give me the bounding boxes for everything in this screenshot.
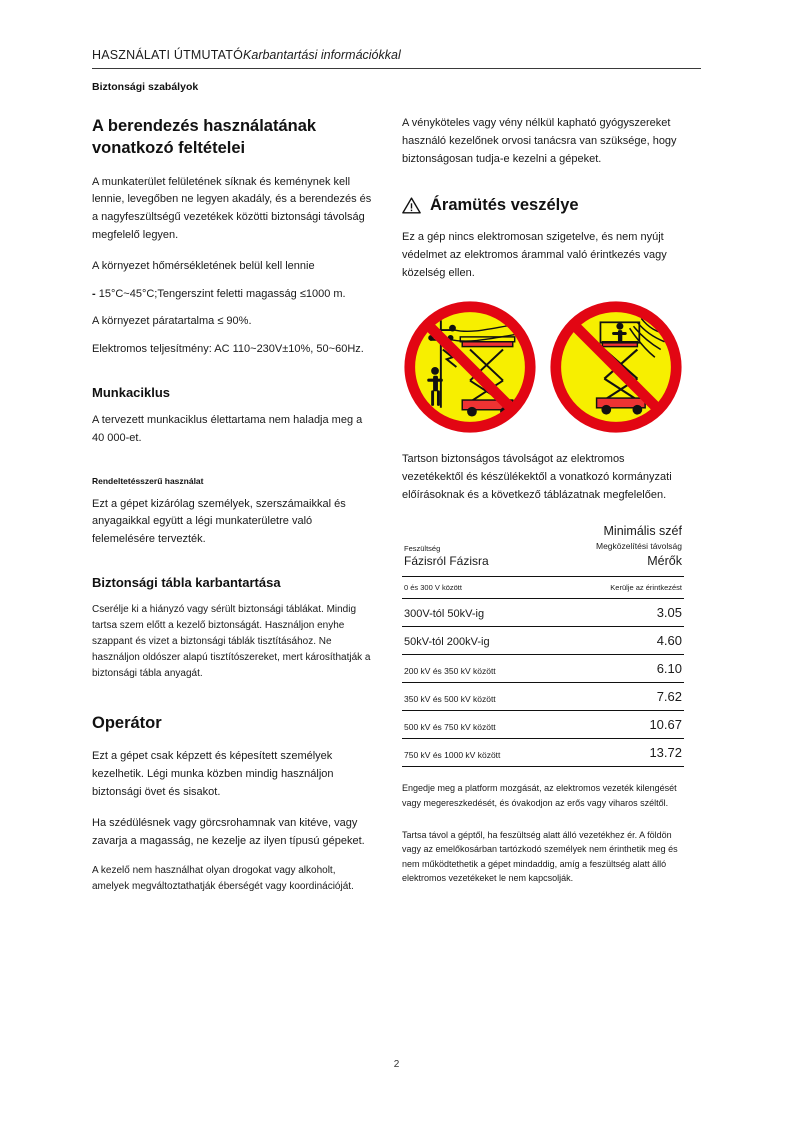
paragraph-operator-qualified: Ezt a gépet csak képzett és képesített személyek kezelhetik. Légi munka közben mindig használjon biztonsági övet és sisakot. bbox=[92, 750, 334, 798]
table-cell-distance: 3.05 bbox=[551, 599, 684, 627]
warning-triangle-icon bbox=[402, 197, 421, 214]
table-header-distance-small: Megközelítési távolság bbox=[596, 540, 682, 551]
table-row bbox=[402, 627, 684, 655]
table-cell-distance: 7.62 bbox=[551, 683, 684, 711]
paragraph-safe-distance: Tartson biztonságos távolságot az elektromos vezetékektől és készülékektől a vonatkozó kormányzati előírásoknak és a következő táblázatnak megfelelően. bbox=[402, 452, 672, 501]
paragraph-energized-line-contact: Tartsa távol a géptől, ha feszültség alatt álló vezetékhez ér. A földön vagy az emelőkosárban tartózkodó személyek nem érinthetik meg és nem működtethetik a gépet mindaddig, amíg a feszültség alatt álló elektromos vezetékeket le nem kapcsolják. bbox=[402, 829, 678, 884]
header-title: HASZNÁLATI ÚTMUTATÓ bbox=[92, 48, 244, 62]
table-cell-range: 500 kV és 750 kV között bbox=[402, 711, 551, 739]
heading-duty-cycle: Munkaciklus bbox=[92, 385, 171, 401]
table-header-voltage-small: Feszültség bbox=[404, 543, 441, 553]
table-row bbox=[402, 711, 684, 739]
table-header-distance-units: Mérők bbox=[647, 553, 682, 568]
temperature-range-text: 15°C~45°C;Tengerszint feletti magasság ≤1000 m. bbox=[95, 287, 346, 300]
page-number: 2 bbox=[393, 1059, 400, 1070]
table-cell-distance: 10.67 bbox=[551, 711, 684, 739]
table-cell-note: Kerülje az érintkezést bbox=[551, 577, 684, 599]
table-row bbox=[402, 655, 684, 683]
table-cell-distance: 6.10 bbox=[551, 655, 684, 683]
paragraph-not-insulated: Ez a gép nincs elektromosan szigetelve, és nem nyújt védelmet az elektromos árammal való érintkezés vagy közelség ellen. bbox=[402, 231, 667, 280]
table-header-voltage-big: Fázisról Fázisra bbox=[404, 554, 489, 569]
table-header-distance bbox=[551, 517, 684, 576]
table-cell-range: 300V-tól 50kV-ig bbox=[402, 599, 551, 627]
paragraph-operator-health: Ha szédülésnek vagy görcsrohamnak van kitéve, vagy zavarja a magasság, ne kezelje az ilyen típusú gépeket. bbox=[92, 816, 365, 847]
table-cell-distance: 13.72 bbox=[551, 739, 684, 767]
table-cell-distance: 4.60 bbox=[551, 627, 684, 655]
table-row bbox=[402, 577, 684, 599]
two-column-body bbox=[92, 115, 701, 908]
table-row bbox=[402, 683, 684, 711]
dash-marker: - bbox=[92, 287, 96, 300]
no-contact-with-power-lines-sign bbox=[402, 299, 538, 435]
table-cell-range: 350 kV és 500 kV között bbox=[402, 683, 551, 711]
no-person-near-energized-line-sign bbox=[548, 299, 684, 435]
heading-safety-sign-maintenance: Biztonsági tábla karbantartása bbox=[92, 575, 281, 591]
right-column bbox=[402, 115, 684, 908]
table-cell-range: 0 és 300 V között bbox=[402, 577, 551, 599]
paragraph-safety-sign-maintenance: Cserélje ki a hiányzó vagy sérült biztonsági táblákat. Mindig tartsa szem előtt a kezelő biztonságát. Használjon enyhe szappant és vizet a biztonsági táblák tisztításához. Ne használjon oldószer alapú tisztítószereket, mert károsíthatják a biztonsági tábla anyagát. bbox=[92, 604, 371, 680]
paragraph-platform-movement: Engedje meg a platform mozgását, az elektromos vezeték kilengését vagy megereszkedését, és óvakodjon az erős vagy viharos széltől. bbox=[402, 783, 677, 808]
paragraph-humidity: A környezet páratartalma ≤ 90%. bbox=[92, 315, 252, 328]
page-header bbox=[92, 48, 701, 69]
table-cell-range: 50kV-tól 200kV-ig bbox=[402, 627, 551, 655]
table-cell-range: 750 kV és 1000 kV között bbox=[402, 739, 551, 767]
table-header-row bbox=[402, 517, 684, 576]
left-column bbox=[92, 115, 374, 908]
prohibition-signs bbox=[402, 299, 684, 435]
paragraph-medication: A vényköteles vagy vény nélkül kapható gyógyszereket használó kezelőnek orvosi tanácsra van szüksége, hogy biztonságosan tudja-e kezelni a gépeket. bbox=[402, 117, 677, 165]
electrocution-warning-heading bbox=[402, 196, 684, 215]
paragraph-power: Elektromos teljesítmény: AC 110~230V±10%, 50~60Hz. bbox=[92, 343, 364, 356]
voltage-clearance-table bbox=[402, 517, 684, 767]
paragraph-work-surface: A munkaterület felületének síknak és keménynek kell lennie, levegőben ne legyen akadály, és a berendezés és a nagyfeszültségű vezetékek közötti biztonsági távolság megfelelő legyen. bbox=[92, 175, 372, 241]
header-subtitle-italic: Karbantartási információkkal bbox=[243, 48, 401, 62]
table-cell-range: 200 kV és 350 kV között bbox=[402, 655, 551, 683]
paragraph-temperature-range bbox=[92, 286, 374, 304]
heading-operating-conditions: A berendezés használatának vonatkozó feltételei bbox=[92, 117, 317, 158]
paragraph-duty-cycle: A tervezett munkaciklus élettartama nem haladja meg a 40 000-et. bbox=[92, 414, 363, 444]
paragraph-temperature-intro: A környezet hőmérsékletének belül kell lennie bbox=[92, 259, 315, 272]
table-header-voltage bbox=[402, 517, 551, 576]
table-row bbox=[402, 739, 684, 767]
section-label: Biztonsági szabályok bbox=[92, 81, 199, 93]
heading-operator: Operátor bbox=[92, 714, 162, 733]
table-row bbox=[402, 599, 684, 627]
paragraph-operator-drugs: A kezelő nem használhat olyan drogokat vagy alkoholt, amelyek megváltoztathatják éberségét vagy koordinációját. bbox=[92, 865, 354, 893]
heading-intended-use: Rendeltetésszerű használat bbox=[92, 475, 204, 486]
warning-heading-text: Áramütés veszélye bbox=[430, 196, 579, 215]
table-header-distance-top: Minimális széf bbox=[603, 524, 682, 539]
paragraph-intended-use: Ezt a gépet kizárólag személyek, szerszámaikkal és anyagaikkal együtt a légi munkaterületre való felemelésére tervezték. bbox=[92, 497, 346, 546]
